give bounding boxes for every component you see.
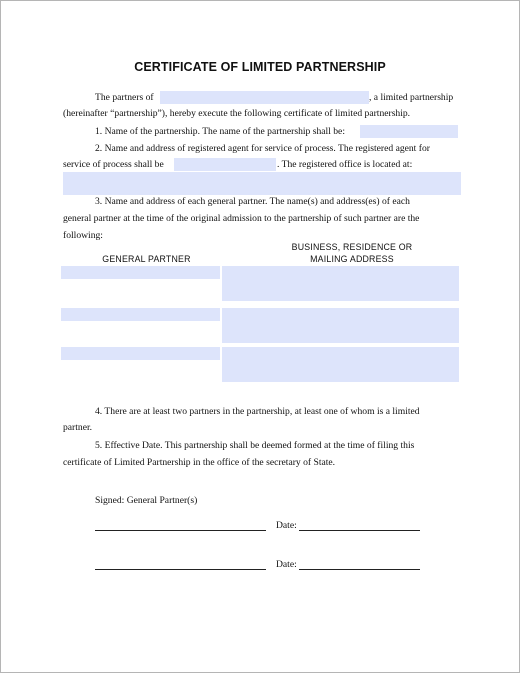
item4-line1: 4. There are at least two partners in the partnership, at least one of whom is a limited [95, 406, 420, 417]
document-title: CERTIFICATE OF LIMITED PARTNERSHIP [134, 60, 386, 74]
intro-line2: (hereinafter “partnership”), hereby execute the following certificate of limited partnership. [63, 108, 411, 119]
item5-line1: 5. Effective Date. This partnership shall be deemed formed at the time of filing this [95, 440, 415, 451]
partnership-name-field[interactable] [160, 91, 369, 104]
item5-line2: certificate of Limited Partnership in the office of the secretary of State. [63, 457, 336, 468]
date-label: Date: [276, 520, 297, 531]
general-partner-header: GENERAL PARTNER [102, 254, 191, 264]
item2-line2-end: . The registered office is located at: [277, 159, 413, 170]
date-label: Date: [276, 559, 297, 570]
partner-address-field[interactable] [222, 347, 459, 382]
intro-line1-start: The partners of [95, 92, 154, 103]
partner-name-field[interactable] [61, 308, 220, 321]
signature-line[interactable] [95, 569, 266, 570]
partner-name-field[interactable] [61, 266, 220, 279]
item2-line1: 2. Name and address of registered agent for service of process. The registered agent for [95, 143, 430, 154]
registered-agent-field[interactable] [174, 158, 276, 171]
item3-line2: general partner at the time of the original admission to the partnership of such partner are the [63, 213, 420, 224]
partner-name-field[interactable] [61, 347, 220, 360]
intro-line1-end: , a limited partnership [369, 92, 454, 103]
date-line[interactable] [299, 530, 420, 531]
partnership-shall-be-field[interactable] [360, 125, 458, 138]
item3-line3: following: [63, 230, 103, 241]
partner-address-field[interactable] [222, 266, 459, 301]
date-line[interactable] [299, 569, 420, 570]
address-header-line1: BUSINESS, RESIDENCE OR [291, 242, 413, 252]
registered-office-field[interactable] [63, 172, 461, 195]
item2-line2-start: service of process shall be [63, 159, 164, 170]
signature-heading: Signed: General Partner(s) [95, 495, 198, 506]
item4-line2: partner. [63, 422, 93, 433]
item3-line1: 3. Name and address of each general partner. The name(s) and address(es) of each [95, 196, 410, 207]
signature-line[interactable] [95, 530, 266, 531]
partner-address-field[interactable] [222, 308, 459, 343]
item1-text: 1. Name of the partnership. The name of the partnership shall be: [95, 126, 345, 137]
address-header-line2: MAILING ADDRESS [310, 254, 394, 264]
